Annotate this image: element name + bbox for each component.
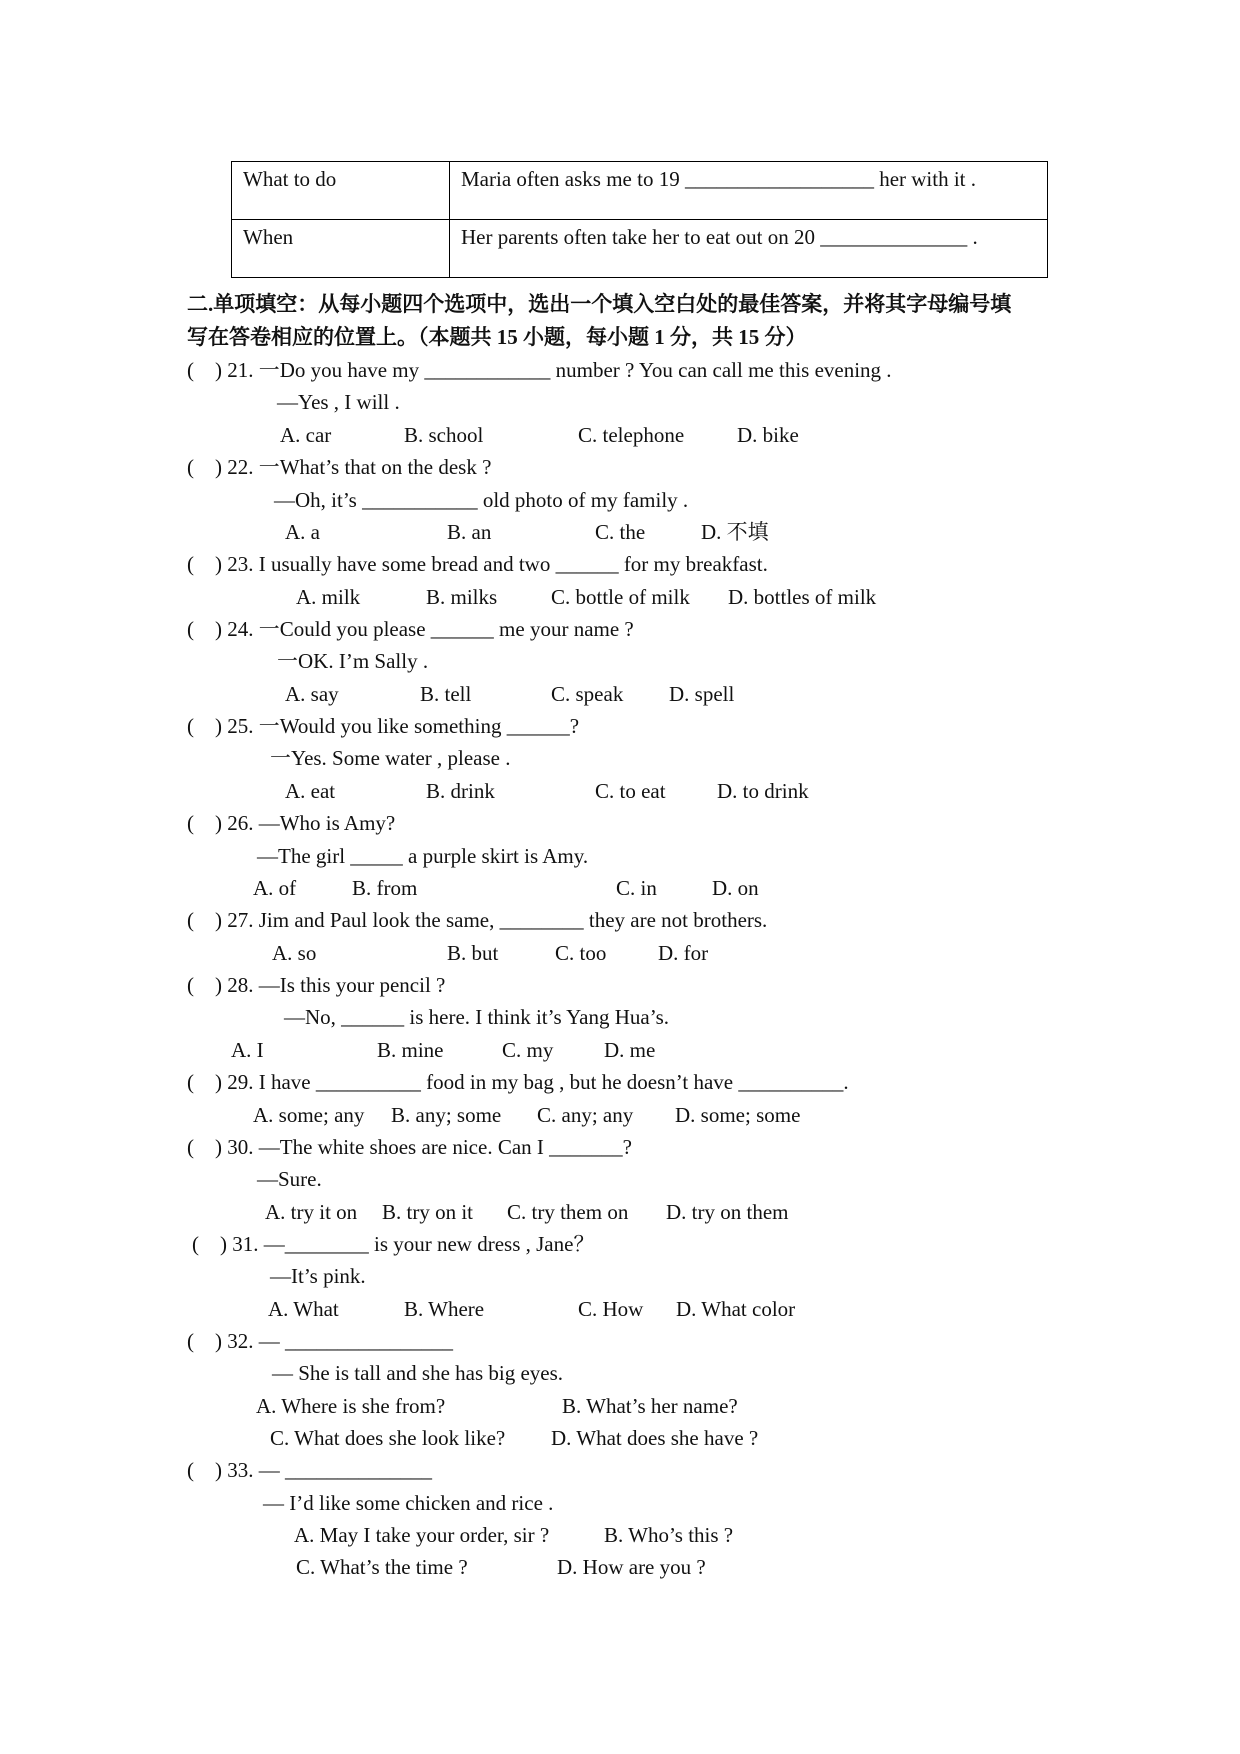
question-reply: 一Yes. Some water , please . <box>270 746 511 770</box>
option-a: A. some; any <box>253 1103 365 1127</box>
option-b: B. Who’s this ? <box>604 1523 734 1547</box>
option-a: A. of <box>253 876 297 900</box>
question-reply: —The girl _____ a purple skirt is Amy. <box>257 844 589 868</box>
question-reply: —Oh, it’s ___________ old photo of my family . <box>274 488 689 512</box>
option-a: A. eat <box>285 779 336 803</box>
question-reply: —No, ______ is here. I think it’s Yang Hua’s. <box>284 1005 669 1029</box>
option-a: A. say <box>285 682 339 706</box>
option-b: B. from <box>352 876 418 900</box>
table-cell-label: When <box>232 220 450 278</box>
option-b: B. but <box>447 941 499 965</box>
option-b: B. any; some <box>391 1103 502 1127</box>
question-stem: ( ) 29. I have __________ food in my bag , but he doesn’t have __________. <box>187 1070 849 1094</box>
option-a: A. so <box>272 941 317 965</box>
question-stem: ( ) 27. Jim and Paul look the same, ________ they are not brothers. <box>187 908 768 932</box>
option-c: C. my <box>502 1038 554 1062</box>
option-b: B. try on it <box>382 1200 474 1224</box>
option-d: D. What does she have ? <box>551 1426 759 1450</box>
option-a: A. May I take your order, sir ? <box>294 1523 550 1547</box>
question-reply: —It’s pink. <box>270 1264 366 1288</box>
option-c: C. telephone <box>578 423 685 447</box>
option-c: C. too <box>555 941 607 965</box>
info-table <box>231 161 1048 278</box>
option-a: A. I <box>231 1038 264 1062</box>
question-stem: ( ) 22. 一What’s that on the desk ? <box>187 455 492 479</box>
option-d: D. How are you ? <box>557 1555 706 1579</box>
option-b: B. Where <box>404 1297 485 1321</box>
option-d: D. to drink <box>717 779 809 803</box>
option-b: B. drink <box>426 779 495 803</box>
option-d: D. for <box>658 941 709 965</box>
option-d: D. 不填 <box>701 520 769 544</box>
option-b: B. milks <box>426 585 498 609</box>
question-stem: ( ) 23. I usually have some bread and two ______ for my breakfast. <box>187 552 768 576</box>
question-reply: —Yes , I will . <box>277 390 400 414</box>
option-a: A. car <box>280 423 332 447</box>
table-row <box>232 220 1048 278</box>
option-a: A. try it on <box>265 1200 358 1224</box>
option-c: C. try them on <box>507 1200 629 1224</box>
option-c: C. bottle of milk <box>551 585 690 609</box>
question-reply: 一OK. I’m Sally . <box>277 649 429 673</box>
option-a: A. milk <box>296 585 361 609</box>
option-c: C. the <box>595 520 646 544</box>
question-stem: ( ) 31. —________ is your new dress , Jane？ <box>192 1232 595 1256</box>
question-stem: ( ) 21. 一Do you have my ____________ number ? You can call me this evening . <box>187 358 892 382</box>
table-cell-label: What to do <box>232 162 450 220</box>
table-cell-text: Her parents often take her to eat out on 20 ______________ . <box>450 220 1048 278</box>
option-c: C. to eat <box>595 779 666 803</box>
question-stem: ( ) 28. —Is this your pencil ? <box>187 973 446 997</box>
question-stem: ( ) 30. —The white shoes are nice. Can I _______? <box>187 1135 632 1159</box>
option-c: C. What does she look like? <box>270 1426 506 1450</box>
question-reply: — She is tall and she has big eyes. <box>272 1361 564 1385</box>
option-a: A. Where is she from? <box>256 1394 446 1418</box>
section-heading-line2: 写在答卷相应的位置上。（本题共 15 小题，每小题 1 分，共 15 分） <box>187 325 807 349</box>
option-b: B. tell <box>420 682 472 706</box>
option-c: C. in <box>616 876 657 900</box>
option-a: A. a <box>285 520 320 544</box>
table-row <box>232 162 1048 220</box>
option-b: B. mine <box>377 1038 444 1062</box>
question-reply: — I’d like some chicken and rice . <box>263 1491 554 1515</box>
option-b: B. an <box>447 520 492 544</box>
question-stem: ( ) 24. 一Could you please ______ me your name ? <box>187 617 634 641</box>
option-c: C. How <box>578 1297 644 1321</box>
option-d: D. on <box>712 876 759 900</box>
question-stem: ( ) 32. — ________________ <box>187 1329 453 1353</box>
option-d: D. some; some <box>675 1103 801 1127</box>
section-heading-line1: 二.单项填空：从每小题四个选项中，选出一个填入空白处的最佳答案，并将其字母编号填 <box>187 292 1012 316</box>
option-d: D. me <box>604 1038 656 1062</box>
table-cell-text: Maria often asks me to 19 __________________ her with it . <box>450 162 1048 220</box>
option-d: D. bottles of milk <box>728 585 877 609</box>
option-b: B. school <box>404 423 484 447</box>
option-c: C. speak <box>551 682 624 706</box>
option-d: D. What color <box>676 1297 796 1321</box>
question-stem: ( ) 26. —Who is Amy? <box>187 811 396 835</box>
option-c: C. What’s the time ? <box>296 1555 468 1579</box>
option-d: D. spell <box>669 682 735 706</box>
option-d: D. try on them <box>666 1200 789 1224</box>
question-reply: —Sure. <box>257 1167 322 1191</box>
option-c: C. any; any <box>537 1103 634 1127</box>
option-a: A. What <box>268 1297 339 1321</box>
question-stem: ( ) 25. 一Would you like something ______? <box>187 714 580 738</box>
option-b: B. What’s her name? <box>562 1394 738 1418</box>
option-d: D. bike <box>737 423 799 447</box>
question-stem: ( ) 33. — ______________ <box>187 1458 432 1482</box>
